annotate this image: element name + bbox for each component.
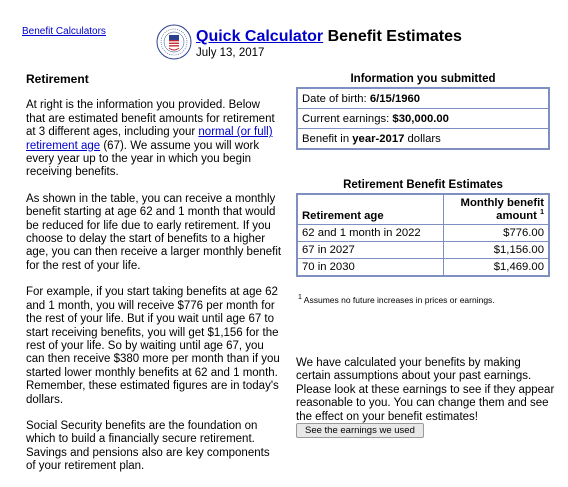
col-header-age: Retirement age	[297, 194, 443, 224]
intro-paragraph	[26, 99, 282, 179]
earnings-label: Current earnings:	[302, 112, 393, 125]
retirement-explanation	[26, 73, 282, 487]
benefit-year-value: year-2017	[352, 132, 405, 145]
page-date: July 13, 2017	[196, 47, 265, 59]
footnote-mark: 1	[298, 294, 302, 301]
col-header-amount	[443, 194, 549, 224]
dob-value: 6/15/1960	[369, 92, 421, 105]
example-paragraph: For example, if you start taking benefits at age 62 and 1 month, you will receive $776 per month for the rest of your life. But if you wait until age 67 to start receiving benefits, you will get $1,156 for the rest of your life. So by waiting until age 67, you can then receive $380 more per month than if you started lower monthly benefits at 62 and 1 month. Remember, these estimated figures are in today's dollars.	[26, 286, 280, 406]
dob-cell	[297, 88, 549, 109]
table-row	[297, 258, 549, 276]
info-submitted-heading: Information you submitted	[350, 73, 496, 85]
benefit-year-cell	[297, 129, 549, 150]
table-explanation-paragraph: As shown in the table, you can receive a monthly benefit starting at age 62 and 1 month that would be reduced for life due to early retirement. If you choose to delay the start of benefits to a higher age, you can then receive a larger monthly benefit for the rest of your life.	[26, 192, 282, 272]
quick-calculator-link[interactable]: Quick Calculator	[196, 28, 324, 45]
footnote	[298, 294, 495, 305]
amount-cell: $1,469.00	[443, 258, 549, 276]
table-row	[297, 109, 549, 129]
estimates-heading: Retirement Benefit Estimates	[343, 179, 503, 191]
benefit-year-label: Benefit in	[302, 132, 353, 145]
table-row	[297, 88, 549, 109]
page-title	[196, 27, 462, 46]
benefit-calculators-link[interactable]: Benefit Calculators	[22, 26, 106, 37]
table-row	[297, 241, 549, 258]
table-header-row	[297, 194, 549, 224]
footnote-ref: 1	[540, 209, 544, 216]
page-header	[196, 27, 462, 59]
age-cell: 62 and 1 month in 2022	[297, 224, 443, 241]
amount-cell: $776.00	[443, 224, 549, 241]
dob-label: Date of birth:	[302, 92, 370, 105]
foundation-paragraph: Social Security benefits are the foundation on which to build a financially secure retirement. Savings and pensions also are key components of your retirement plan.	[26, 419, 270, 473]
normal-retirement-age-link[interactable]: normal (or full) retirement age	[26, 126, 273, 152]
table-row	[297, 224, 549, 241]
page-title-text: Benefit Estimates	[323, 28, 462, 45]
earnings-cell	[297, 109, 549, 129]
earnings-value: $30,000.00	[392, 112, 449, 125]
col-header-amount-text: Monthly benefit amount	[460, 197, 544, 222]
intro-text: At right is the information you provided. Below that are estimated benefit amounts for retirement at 3 different ages, including your	[26, 99, 275, 139]
footnote-text: Assumes no future increases in prices or earnings.	[301, 294, 495, 305]
retirement-heading: Retirement	[26, 72, 89, 86]
intro-text-end: (67). We assume you will work every year up to the year in which you begin receiving benefits.	[26, 139, 260, 179]
see-earnings-button[interactable]: See the earnings we used	[296, 423, 424, 438]
benefit-year-suffix: dollars	[404, 132, 441, 145]
estimates-table	[296, 193, 550, 277]
amount-cell: $1,156.00	[443, 241, 549, 258]
table-row	[297, 129, 549, 150]
age-cell: 70 in 2030	[297, 258, 443, 276]
info-submitted-table	[296, 87, 550, 150]
age-cell: 67 in 2027	[297, 241, 443, 258]
ssa-seal-icon	[156, 24, 192, 60]
earnings-assumption-paragraph: We have calculated your benefits by making certain assumptions about your past earnings. Please look at these earnings to see if they appear reasonable to you. You can change them and see the effect on your benefit estimates!	[296, 357, 555, 423]
